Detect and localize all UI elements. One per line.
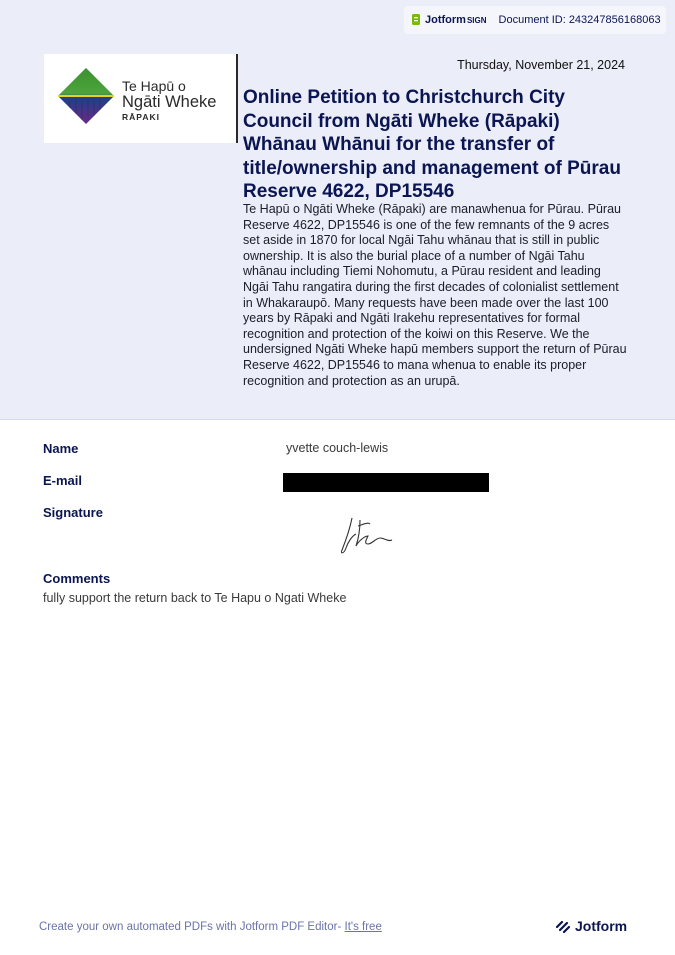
logo-text-line3: RĀPAKI <box>122 112 160 122</box>
name-label: Name <box>43 441 79 456</box>
email-redaction-bar <box>283 473 489 492</box>
footer-brand-text: Jotform <box>575 918 628 934</box>
document-id: Document ID: 243247856168063 <box>498 14 661 26</box>
sign-brand-text: Jotform <box>425 14 466 26</box>
footer-promo-text: Create your own automated PDFs with Jotform PDF Editor- <box>39 921 345 933</box>
footer-promo <box>39 921 382 933</box>
document-id-badge <box>404 6 666 34</box>
organization-logo <box>44 54 238 143</box>
logo-text-line1: Te Hapū o <box>122 78 186 94</box>
jotform-icon <box>556 919 570 933</box>
jotform-footer-logo[interactable] <box>556 918 627 934</box>
logo-text-line2: Ngāti Wheke <box>122 93 217 111</box>
footer-free-link[interactable]: It's free <box>344 921 382 933</box>
document-date: Thursday, November 21, 2024 <box>457 58 625 72</box>
signature-image <box>338 514 394 556</box>
email-label: E-mail <box>43 473 83 488</box>
comments-value: fully support the return back to Te Hapu o Ngati Wheke <box>43 591 347 605</box>
signature-label: Signature <box>43 505 103 520</box>
jotform-sign-icon <box>412 14 422 26</box>
name-value: yvette couch-lewis <box>286 441 389 455</box>
petition-description: Te Hapū o Ngāti Wheke (Rāpaki) are manawhenua for Pūrau. Pūrau Reserve 4622, DP15546 is one of the few remnants of the 9 acres set aside in 1870 for local Ngāi Tahu whānau that is still in public ownership. It is also the burial place of a number of Ngāi Tahu whānau including Tiemi Nohomutu, a Pūrau resident and leading Ngāi Tahu rangatira during the first decades of colonialist settlement in Whakaraupō. Many requests have been made over the last 100 years by Rāpaki and Ngāti Irakehu representatives for formal recognition and protection of the koiwi on this Reserve. We the undersigned Ngāti Wheke hapū members support the return of Pūrau Reserve 4622, DP15546 to mana whenua to enable its proper recognition and protection as an urupā. <box>243 202 627 388</box>
comments-label: Comments <box>43 571 111 586</box>
sign-suffix-text: SIGN <box>466 15 487 25</box>
jotform-sign-logo <box>412 14 487 26</box>
organization-logo-icon <box>56 66 116 126</box>
petition-title: Online Petition to Christchurch City Council from Ngāti Wheke (Rāpaki) Whānau Whānui for the transfer of title/ownership and management of Pūrau Reserve 4622, DP15546 <box>243 87 621 202</box>
